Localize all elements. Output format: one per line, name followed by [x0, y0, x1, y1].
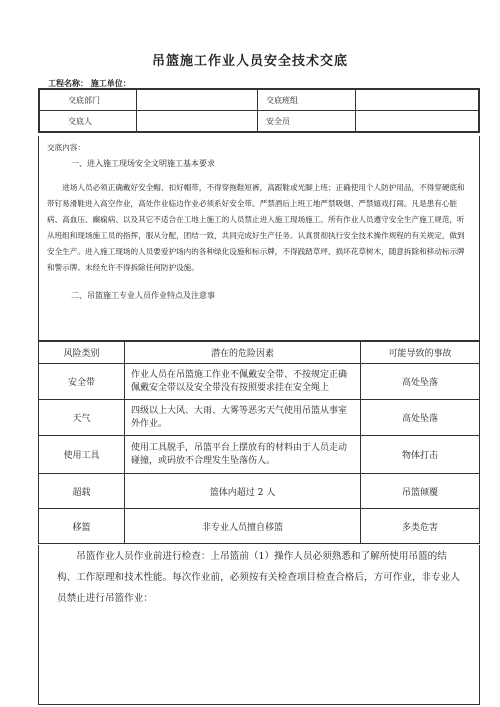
hazard-header-accident: 可能导致的事故 [361, 342, 480, 364]
team-label: 交底班组 [258, 90, 356, 111]
hazard-factor: 使用工具脱手，吊篮平台上摆放有的材料由于人员走动碰撞，或码放不合理发生坠落伤人。 [125, 436, 361, 474]
dept-label: 交底部门 [40, 90, 137, 111]
footer-section [38, 545, 480, 705]
hazard-table [38, 341, 480, 544]
content-label: 交底内容： [47, 143, 85, 152]
section1-heading: 一、进入施工现场安全文明施工基本要求 [71, 159, 215, 168]
section2-heading: 二、吊篮施工专业人员作业特点及注意事 [71, 291, 215, 300]
footer-paragraph: 吊篮作业人员作业前进行检查：上吊篮前（1）操作人员必须熟悉和了解所使用吊篮的结构、工作原理和技术性能。每次作业前，必须按有关检查项目检查合格后，方可作业，非专业人员禁止进行吊篮作业： [57, 551, 460, 604]
document-title: 吊篮施工作业人员安全技术交底 [151, 54, 348, 69]
hazard-category: 超载 [39, 474, 125, 509]
project-line: 工程名称： 施工单位： [48, 78, 131, 88]
hazard-factor: 篮体内超过 2 人 [125, 474, 361, 509]
hazard-accident: 多类危害 [361, 509, 480, 544]
person-value[interactable] [137, 111, 258, 132]
table-row [39, 364, 480, 400]
dept-value[interactable] [137, 90, 258, 111]
safety-label: 安全员 [258, 111, 356, 132]
hazard-header-category: 风险类别 [39, 342, 125, 364]
person-label: 交底人 [40, 111, 137, 132]
safety-value[interactable] [356, 111, 479, 132]
hazard-category: 移篮 [39, 509, 125, 544]
team-value[interactable] [356, 90, 479, 111]
hazard-accident: 吊篮倾覆 [361, 474, 480, 509]
hazard-factor: 非专业人员擅自移篮 [125, 509, 361, 544]
hazard-accident: 高处坠落 [361, 400, 480, 436]
hazard-category: 安全带 [39, 364, 125, 400]
table-row [39, 400, 480, 436]
hazard-accident: 物体打击 [361, 436, 480, 474]
table-row [39, 509, 480, 544]
header-table [38, 88, 480, 133]
table-row [39, 474, 480, 509]
table-row [39, 436, 480, 474]
hazard-category: 使用工具 [39, 436, 125, 474]
hazard-factor: 作业人员在吊篮施工作业不佩戴安全带、不按规定正确佩戴安全带以及安全带没有按照要求挂在安全绳上 [125, 364, 361, 400]
hazard-header-factor: 潜在的危险因素 [125, 342, 361, 364]
hazard-accident: 高处坠落 [361, 364, 480, 400]
content-section [38, 136, 480, 341]
hazard-category: 天气 [39, 400, 125, 436]
hazard-factor: 四级以上大风、大雨、大雾等恶劣天气使用吊篮从事室外作业。 [125, 400, 361, 436]
section1-paragraph: 进场人员必须正确戴好安全帽、扣好帽带，不得穿拖鞋短裤，高跟鞋或光脚上班；正确使用个人防护用品，不得穿硬底和带钉易滑鞋进入高空作业，高处作业临边作业必须系好安全带。严禁酒后上班工地严禁吸烟、严禁嬉戏打闹。凡是患有心脏病、高血压、癫痫病、以及其它不适合在工地上施工的人员禁止进入施工现场施工。所有作业人员遵守安全生产施工规范，听从班组和现场施工员的指挥，服从分配，团结一致，共同完成好生产任务。认真贯彻执行安全技术操作规程的有关规定，做到安全生产。进入施工现场的人员要爱护场内的各种绿化设施和标示牌，不得践踏草坪、损坏花草树木，随意拆除和移动标示牌和警示牌。未经允许不得拆除任何防护设施。 [47, 183, 465, 272]
